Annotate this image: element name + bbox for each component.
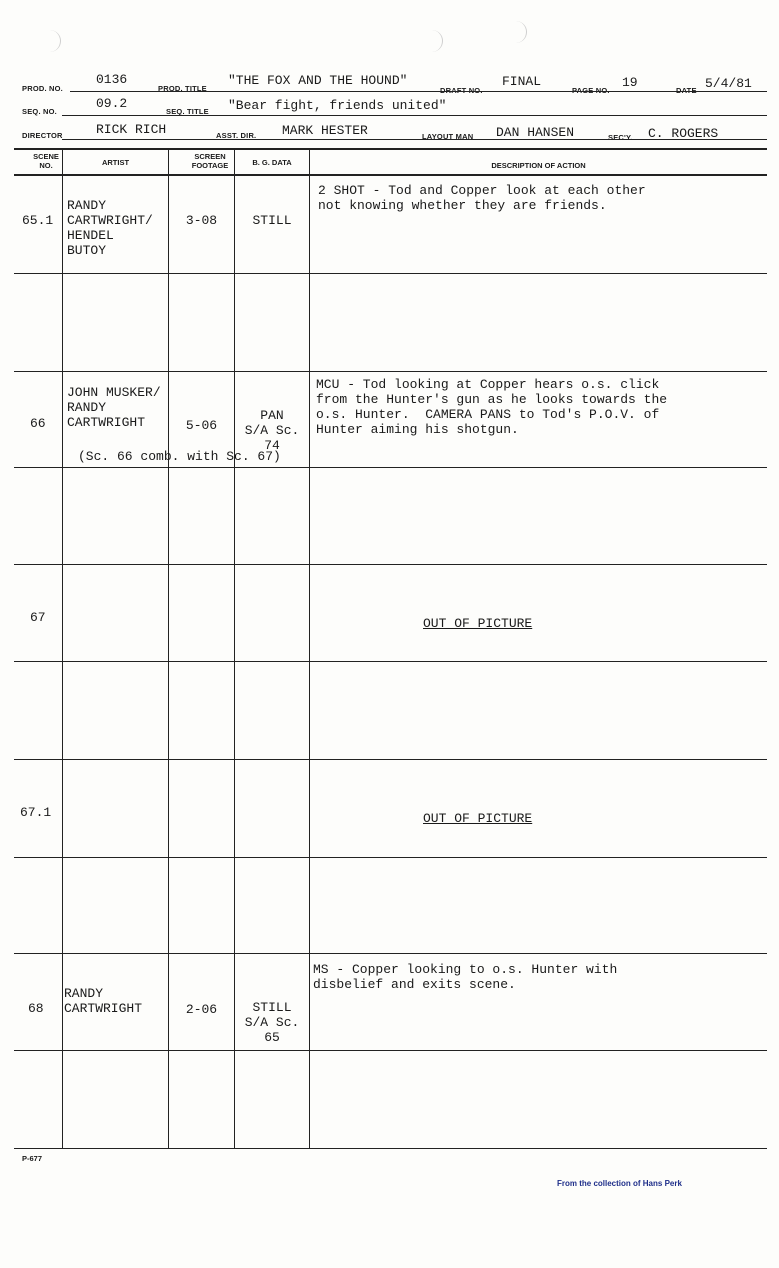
col-divider-4 — [309, 148, 310, 1148]
out-of-picture-label: OUT OF PICTURE — [423, 616, 533, 631]
col-head-scene: SCENE NO. — [33, 152, 59, 170]
scene-number: 66 — [30, 416, 46, 431]
punch-hole-middle — [428, 30, 443, 52]
out-of-picture-label: OUT OF PICTURE — [423, 811, 533, 826]
col-divider-3 — [234, 148, 235, 1148]
row-rule — [14, 273, 767, 274]
description-cell: MCU - Tod looking at Copper hears o.s. click from the Hunter's gun as he looks towards the o.s. Hunter. CAMERA PANS to Tod's P.O.V. of Hunter aiming his shotgun. — [316, 377, 668, 437]
layout-man: DAN HANSEN — [496, 125, 575, 140]
scene-number: 67 — [30, 610, 46, 625]
col-head-bg: B. G. DATA — [252, 158, 292, 167]
row-rule — [14, 1050, 767, 1051]
bg-data-cell: PAN S/A Sc. 74 — [244, 408, 300, 453]
description-cell: MS - Copper looking to o.s. Hunter with disbelief and exits scene. — [313, 962, 618, 992]
scene-number: 67.1 — [20, 805, 52, 820]
row-rule — [14, 759, 767, 760]
row-rule — [14, 857, 767, 858]
scene-number: 65.1 — [22, 213, 54, 228]
artist-cell: JOHN MUSKER/ RANDY CARTWRIGHT — [67, 385, 161, 430]
seq-no: 09.2 — [96, 96, 128, 111]
form-number: P-677 — [22, 1154, 43, 1163]
col-head-footage: SCREEN FOOTAGE — [191, 152, 229, 170]
director: RICK RICH — [96, 122, 167, 137]
punch-hole-right — [512, 21, 527, 43]
page-no-label: PAGE NO. — [572, 86, 610, 95]
col-divider-1 — [62, 148, 63, 1148]
header-rule-2 — [62, 115, 767, 116]
row-rule — [14, 467, 767, 468]
seq-title-label: SEQ. TITLE — [166, 107, 209, 116]
prod-no-label: PROD. NO. — [22, 84, 63, 93]
row-rule — [14, 564, 767, 565]
combined-scene-note: (Sc. 66 comb. with Sc. 67) — [78, 449, 281, 464]
col-head-artist: ARTIST — [101, 158, 130, 167]
seq-title: "Bear fight, friends united" — [228, 98, 447, 113]
draft-no: FINAL — [502, 74, 542, 89]
page-no: 19 — [622, 75, 638, 90]
header-rule-3 — [62, 139, 767, 140]
seq-no-label: SEQ. NO. — [22, 107, 57, 116]
footage-cell: 2-06 — [185, 1002, 218, 1017]
table-header-rule — [14, 174, 767, 176]
asst-dir: MARK HESTER — [282, 123, 368, 138]
col-head-description: DESCRIPTION OF ACTION — [491, 161, 586, 170]
secy: C. ROGERS — [648, 126, 719, 141]
date: 5/4/81 — [705, 76, 752, 91]
col-divider-2 — [168, 148, 169, 1148]
row-rule — [14, 661, 767, 662]
draft-no-label: DRAFT NO. — [440, 86, 483, 95]
punch-hole-left — [46, 30, 61, 52]
prod-no: 0136 — [96, 72, 128, 87]
director-label: DIRECTOR — [22, 131, 63, 140]
row-rule — [14, 953, 767, 954]
bg-data-cell: STILL — [252, 213, 292, 228]
asst-dir-label: ASST. DIR. — [216, 131, 257, 140]
secy-label: SEC'Y. — [608, 133, 633, 142]
layout-man-label: LAYOUT MAN — [422, 132, 474, 141]
prod-title: "THE FOX AND THE HOUND" — [228, 73, 408, 88]
artist-cell: RANDY CARTWRIGHT — [64, 986, 143, 1016]
bg-data-cell: STILL S/A Sc. 65 — [244, 1000, 300, 1045]
table-top-rule — [14, 148, 767, 150]
footage-cell: 5-06 — [185, 418, 218, 433]
scene-number: 68 — [28, 1001, 44, 1016]
description-cell: 2 SHOT - Tod and Copper look at each other not knowing whether they are friends. — [318, 183, 646, 213]
date-label: DATE — [676, 86, 697, 95]
prod-title-label: PROD. TITLE — [158, 84, 207, 93]
artist-cell: RANDY CARTWRIGHT/ HENDEL BUTOY — [67, 198, 153, 258]
footage-cell: 3-08 — [185, 213, 218, 228]
collection-credit: From the collection of Hans Perk — [557, 1179, 682, 1188]
row-rule — [14, 371, 767, 372]
table-bottom-rule — [14, 1148, 767, 1149]
header-rule-1 — [70, 91, 767, 92]
